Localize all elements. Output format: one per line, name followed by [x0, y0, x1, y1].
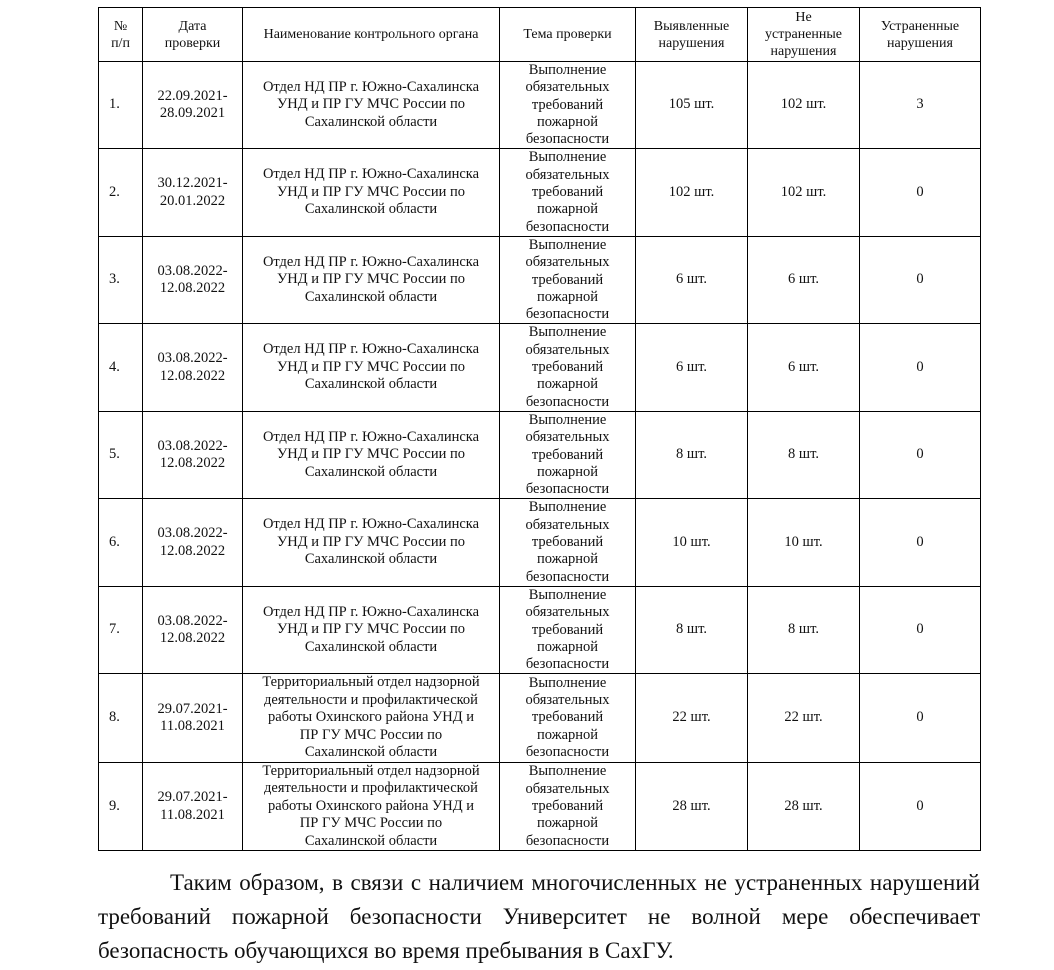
cell-topic: Выполнение обязательных требований пожарной безопасности — [500, 62, 636, 149]
cell-topic: Выполнение обязательных требований пожарной безопасности — [500, 236, 636, 323]
cell-not-fixed: 28 шт. — [748, 762, 860, 851]
header-date: Дата проверки — [143, 8, 243, 62]
inspections-table — [98, 7, 981, 851]
cell-topic: Выполнение обязательных требований пожарной безопасности — [500, 762, 636, 851]
table-row — [99, 62, 981, 149]
cell-found: 28 шт. — [636, 762, 748, 851]
cell-topic: Выполнение обязательных требований пожарной безопасности — [500, 324, 636, 411]
header-topic: Тема проверки — [500, 8, 636, 62]
cell-found: 6 шт. — [636, 236, 748, 323]
header-not-fixed: Не устраненные нарушения — [748, 8, 860, 62]
cell-authority: Отдел НД ПР г. Южно-Сахалинска УНД и ПР ГУ МЧС России по Сахалинской области — [243, 149, 500, 236]
table-row — [99, 236, 981, 323]
cell-date: 22.09.2021- 28.09.2021 — [143, 62, 243, 149]
cell-authority: Территориальный отдел надзорной деятельности и профилактической работы Охинского района УНД и ПР ГУ МЧС России по Сахалинской области — [243, 762, 500, 851]
cell-authority: Территориальный отдел надзорной деятельности и профилактической работы Охинского района УНД и ПР ГУ МЧС России по Сахалинской области — [243, 674, 500, 763]
header-fixed: Устраненные нарушения — [860, 8, 981, 62]
cell-not-fixed: 6 шт. — [748, 324, 860, 411]
cell-num: 7. — [99, 586, 143, 673]
cell-authority: Отдел НД ПР г. Южно-Сахалинска УНД и ПР ГУ МЧС России по Сахалинской области — [243, 62, 500, 149]
cell-topic: Выполнение обязательных требований пожарной безопасности — [500, 674, 636, 763]
table-row — [99, 324, 981, 411]
cell-date: 30.12.2021- 20.01.2022 — [143, 149, 243, 236]
cell-not-fixed: 102 шт. — [748, 62, 860, 149]
table-row — [99, 411, 981, 498]
cell-num: 5. — [99, 411, 143, 498]
cell-topic: Выполнение обязательных требований пожарной безопасности — [500, 149, 636, 236]
cell-not-fixed: 102 шт. — [748, 149, 860, 236]
conclusion-paragraph: Таким образом, в связи с наличием многочисленных не устраненных нарушений требований пожарной безопасности Университет не волной мере обеспечивает безопасность обучающихся во время пребывания в СахГУ. — [98, 870, 980, 963]
cell-fixed: 3 — [860, 62, 981, 149]
cell-topic: Выполнение обязательных требований пожарной безопасности — [500, 586, 636, 673]
cell-fixed: 0 — [860, 324, 981, 411]
cell-authority: Отдел НД ПР г. Южно-Сахалинска УНД и ПР ГУ МЧС России по Сахалинской области — [243, 324, 500, 411]
cell-found: 8 шт. — [636, 586, 748, 673]
cell-not-fixed: 10 шт. — [748, 499, 860, 586]
cell-authority: Отдел НД ПР г. Южно-Сахалинска УНД и ПР ГУ МЧС России по Сахалинской области — [243, 411, 500, 498]
cell-fixed: 0 — [860, 762, 981, 851]
cell-date: 29.07.2021- 11.08.2021 — [143, 674, 243, 763]
cell-topic: Выполнение обязательных требований пожарной безопасности — [500, 499, 636, 586]
cell-fixed: 0 — [860, 236, 981, 323]
cell-fixed: 0 — [860, 149, 981, 236]
table-row — [99, 149, 981, 236]
cell-found: 10 шт. — [636, 499, 748, 586]
cell-topic: Выполнение обязательных требований пожарной безопасности — [500, 411, 636, 498]
table-row — [99, 499, 981, 586]
cell-date: 03.08.2022- 12.08.2022 — [143, 324, 243, 411]
cell-date: 03.08.2022- 12.08.2022 — [143, 236, 243, 323]
cell-num: 3. — [99, 236, 143, 323]
cell-authority: Отдел НД ПР г. Южно-Сахалинска УНД и ПР ГУ МЧС России по Сахалинской области — [243, 586, 500, 673]
cell-fixed: 0 — [860, 411, 981, 498]
header-authority: Наименование контрольного органа — [243, 8, 500, 62]
cell-num: 1. — [99, 62, 143, 149]
table-row — [99, 586, 981, 673]
cell-authority: Отдел НД ПР г. Южно-Сахалинска УНД и ПР ГУ МЧС России по Сахалинской области — [243, 236, 500, 323]
cell-found: 105 шт. — [636, 62, 748, 149]
cell-num: 9. — [99, 762, 143, 851]
cell-not-fixed: 22 шт. — [748, 674, 860, 763]
cell-not-fixed: 8 шт. — [748, 411, 860, 498]
header-found: Выявленные нарушения — [636, 8, 748, 62]
cell-num: 4. — [99, 324, 143, 411]
cell-num: 2. — [99, 149, 143, 236]
cell-found: 102 шт. — [636, 149, 748, 236]
cell-authority: Отдел НД ПР г. Южно-Сахалинска УНД и ПР ГУ МЧС России по Сахалинской области — [243, 499, 500, 586]
cell-date: 03.08.2022- 12.08.2022 — [143, 411, 243, 498]
cell-fixed: 0 — [860, 499, 981, 586]
cell-fixed: 0 — [860, 586, 981, 673]
cell-date: 03.08.2022- 12.08.2022 — [143, 586, 243, 673]
cell-date: 29.07.2021- 11.08.2021 — [143, 762, 243, 851]
cell-not-fixed: 6 шт. — [748, 236, 860, 323]
cell-found: 6 шт. — [636, 324, 748, 411]
cell-num: 6. — [99, 499, 143, 586]
cell-not-fixed: 8 шт. — [748, 586, 860, 673]
cell-fixed: 0 — [860, 674, 981, 763]
table-row — [99, 674, 981, 763]
cell-found: 22 шт. — [636, 674, 748, 763]
table-row — [99, 762, 981, 851]
table-header-row — [99, 8, 981, 62]
cell-found: 8 шт. — [636, 411, 748, 498]
header-num: № п/п — [99, 8, 143, 62]
cell-num: 8. — [99, 674, 143, 763]
cell-date: 03.08.2022- 12.08.2022 — [143, 499, 243, 586]
